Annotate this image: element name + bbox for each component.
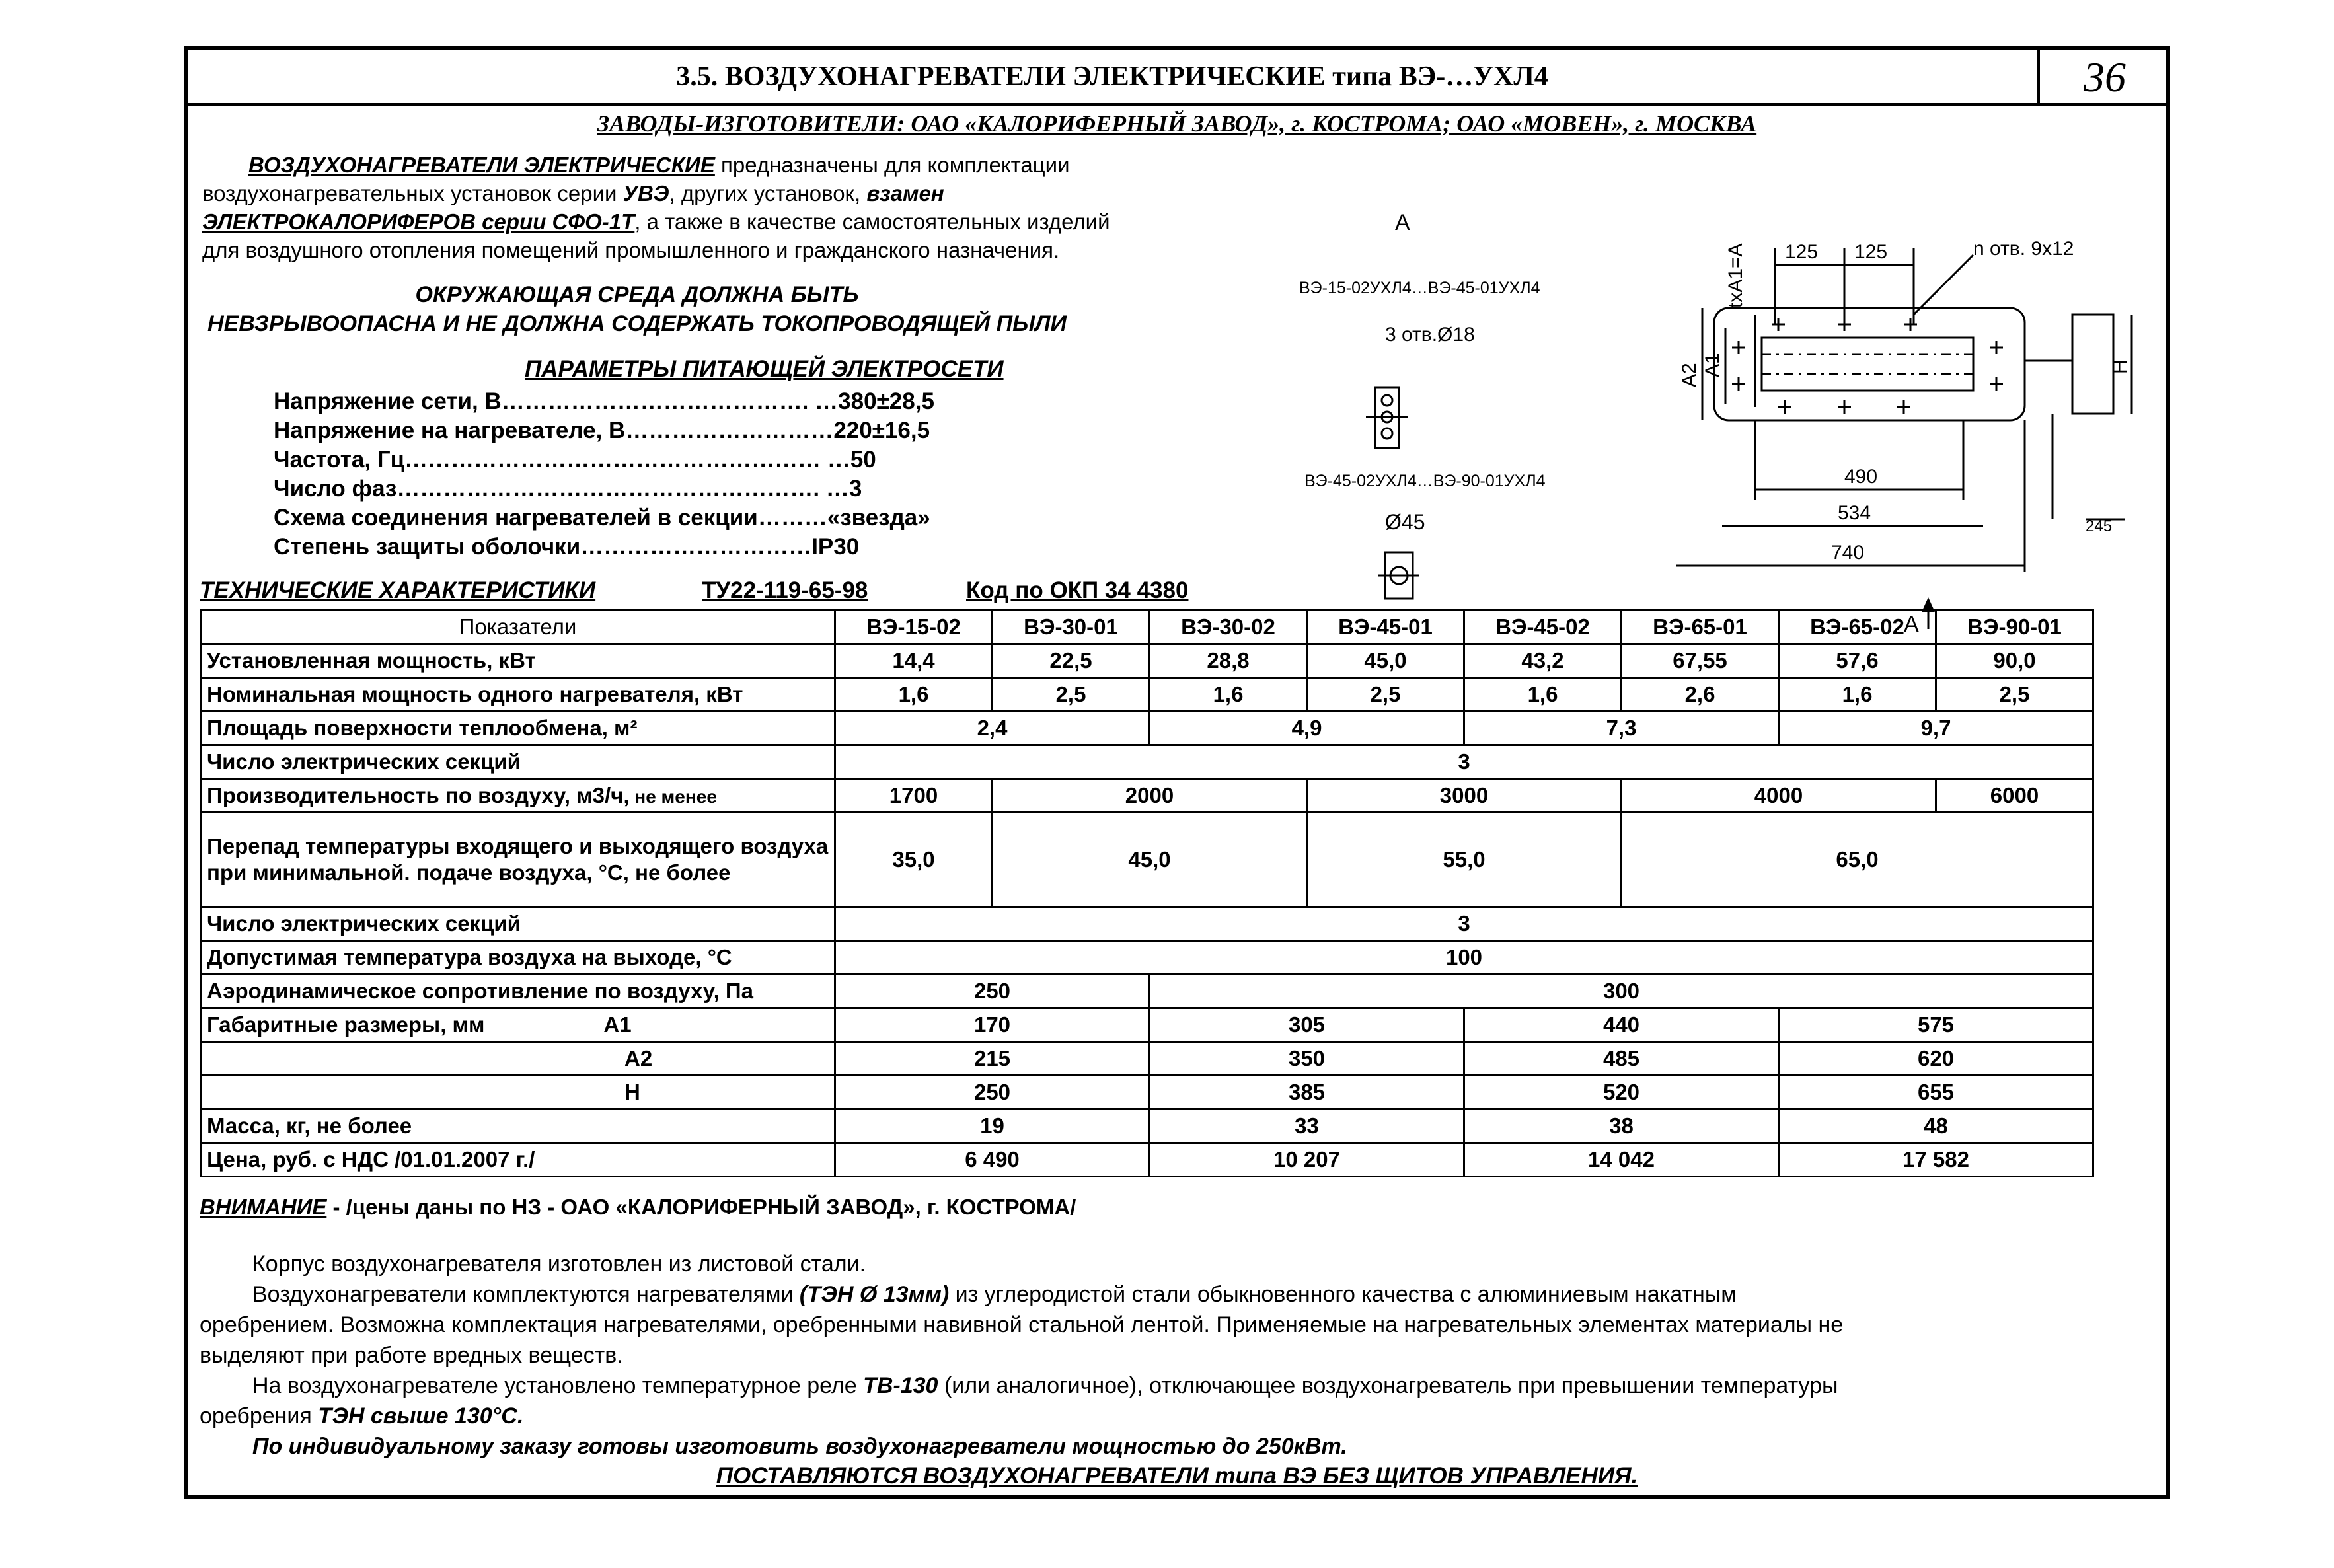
table-cell: 14,4 xyxy=(835,644,993,678)
table-cell: 440 xyxy=(1464,1008,1779,1042)
h-label: H xyxy=(201,1076,835,1109)
table-cell: 55,0 xyxy=(1307,813,1622,907)
power-params-list xyxy=(274,387,934,562)
drawing-d490: 490 xyxy=(1844,466,1878,488)
table-cell: 48 xyxy=(1779,1109,2093,1143)
body-p5a: На воздухонагревателе установлено температурное реле xyxy=(252,1373,864,1398)
table-cell: 28,8 xyxy=(1150,644,1307,678)
row-label: Площадь поверхности теплообмена, м² xyxy=(201,712,835,745)
tech-tu: ТУ22-119-65-98 xyxy=(702,578,868,603)
drawing-d534: 534 xyxy=(1838,502,1871,524)
terminal-hole-1 xyxy=(1382,395,1392,406)
holes-leader xyxy=(1914,255,1973,315)
body-p6a: оребрения xyxy=(200,1403,319,1429)
table-cell: 1,6 xyxy=(1464,678,1622,712)
table-cell: 100 xyxy=(835,941,2093,975)
table-cell: 22,5 xyxy=(993,644,1150,678)
terminal-hole-3 xyxy=(1382,428,1392,439)
row-label: Масса, кг, не более xyxy=(201,1109,835,1143)
table-cell: 14 042 xyxy=(1464,1143,1779,1177)
table-cell: 65,0 xyxy=(1622,813,2093,907)
a2-label: A2 xyxy=(201,1042,835,1076)
row-label: Допустимая температура воздуха на выходе, °С xyxy=(201,941,835,975)
technical-drawing xyxy=(1253,149,2165,652)
table-cell: 90,0 xyxy=(1936,644,2093,678)
table-cell: 2,4 xyxy=(835,712,1150,745)
intro-vzamen: взамен xyxy=(866,181,944,205)
table-cell: 35,0 xyxy=(835,813,993,907)
table-cell: 19 xyxy=(835,1109,1150,1143)
table-cell: 4,9 xyxy=(1150,712,1464,745)
spec-table xyxy=(200,609,2094,1177)
intro-lead: ВОЗДУХОНАГРЕВАТЕЛИ ЭЛЕКТРИЧЕСКИЕ xyxy=(248,153,715,177)
body-p2c: из углеродистой стали обыкновенного качества с алюминиевым накатным xyxy=(949,1282,1737,1307)
table-cell: 17 582 xyxy=(1779,1143,2093,1177)
table-cell: 620 xyxy=(1779,1042,2093,1076)
environment-note xyxy=(188,280,1086,338)
row-label xyxy=(201,1008,835,1042)
row-label: Цена, руб. с НДС /01.01.2007 г./ xyxy=(201,1143,835,1177)
row-label: Число электрических секций xyxy=(201,745,835,779)
table-row-sections-2 xyxy=(201,907,2093,941)
body-p6b: ТЭН свыше 130°С. xyxy=(318,1403,524,1429)
table-cell: 33 xyxy=(1150,1109,1464,1143)
drawing-d245: 245 xyxy=(2086,517,2113,535)
table-header-cell: Показатели xyxy=(201,611,835,644)
drawing-holes3: 3 отв.Ø18 xyxy=(1385,324,1475,346)
row-label: Номинальная мощность одного нагревателя, кВт xyxy=(201,678,835,712)
drawing-dim-125b: 125 xyxy=(1854,241,1888,263)
table-header-cell: ВЭ-90-01 xyxy=(1936,611,2093,644)
body-p2a: Воздухонагреватели комплектуются нагревателями xyxy=(252,1282,800,1307)
power-param-scheme: Схема соединения нагревателей в секции………«звезда» xyxy=(274,505,930,531)
table-cell: 485 xyxy=(1464,1042,1779,1076)
page-frame xyxy=(184,46,2170,1499)
table-cell: 2,5 xyxy=(1936,678,2093,712)
table-cell: 43,2 xyxy=(1464,644,1622,678)
intro-text-1: предназначены для комплектации xyxy=(714,153,1070,177)
drawing-txa: txA1=A xyxy=(1725,243,1747,308)
attention-note xyxy=(200,1195,1076,1220)
table-cell: 4000 xyxy=(1622,779,1936,813)
drawing-d45: Ø45 xyxy=(1385,510,1425,534)
body-p1: Корпус воздухонагревателя изготовлен из листовой стали. xyxy=(252,1251,866,1277)
attention-label: ВНИМАНИЕ xyxy=(200,1195,327,1219)
intro-text-5: для воздушного отопления помещений промышленного и гражданского назначения. xyxy=(202,238,1060,262)
table-header-cell: ВЭ-65-02 xyxy=(1779,611,1936,644)
table-header-cell: ВЭ-30-02 xyxy=(1150,611,1307,644)
table-cell: 45,0 xyxy=(993,813,1307,907)
environment-line-1: ОКРУЖАЮЩАЯ СРЕДА ДОЛЖНА БЫТЬ xyxy=(415,282,859,307)
drawing-a1: A1 xyxy=(1702,353,1723,377)
table-row-flow xyxy=(201,779,2093,813)
table-cell: 520 xyxy=(1464,1076,1779,1109)
table-cell: 2,6 xyxy=(1622,678,1779,712)
row-label: Число электрических секций xyxy=(201,907,835,941)
flow-label-suffix: не менее xyxy=(629,786,717,807)
table-row-dt xyxy=(201,813,2093,907)
power-param-voltage: Напряжение сети, В…………………………………. …380±28,5 xyxy=(274,389,934,414)
table-header-cell: ВЭ-65-01 xyxy=(1622,611,1779,644)
table-row-aero xyxy=(201,975,2093,1008)
drawing-arrow-a: А xyxy=(1904,612,1919,637)
body-p2 xyxy=(188,1279,2166,1310)
body-p7: По индивидуальному заказу готовы изготовить воздухонагреватели мощностью до 250кВт. xyxy=(252,1434,1347,1459)
table-cell: 1700 xyxy=(835,779,993,813)
body-p8: ПОСТАВЛЯЮТСЯ ВОЗДУХОНАГРЕВАТЕЛИ типа ВЭ БЕЗ ЩИТОВ УПРАВЛЕНИЯ. xyxy=(716,1463,1638,1489)
table-header-cell: ВЭ-30-01 xyxy=(993,611,1150,644)
intro-text-2: воздухонагревательных установок серии xyxy=(202,181,623,205)
heater-core xyxy=(1762,338,1973,391)
table-row-tout xyxy=(201,941,2093,975)
table-cell: 3 xyxy=(835,907,2093,941)
table-cell: 2000 xyxy=(993,779,1307,813)
drawing-h: H xyxy=(2109,359,2131,374)
body-p5 xyxy=(188,1370,2166,1401)
drawing-holes-n: n отв. 9х12 xyxy=(1973,238,2074,260)
table-header-cell: ВЭ-45-02 xyxy=(1464,611,1622,644)
power-param-phases: Число фаз………………………………………………. …3 xyxy=(274,476,862,502)
table-header-row xyxy=(201,611,2093,644)
table-row-a2 xyxy=(201,1042,2093,1076)
table-row-area xyxy=(201,712,2093,745)
table-cell: 300 xyxy=(1150,975,2093,1008)
drawing-view-a: А xyxy=(1395,210,1410,235)
environment-line-2: НЕВЗРЫВООПАСНА И НЕ ДОЛЖНА СОДЕРЖАТЬ ТОКОПРОВОДЯЩЕЙ ПЫЛИ xyxy=(207,311,1067,336)
intro-sfo: ЭЛЕКТРОКАЛОРИФЕРОВ серии СФО-1Т xyxy=(202,209,635,234)
table-row-mass xyxy=(201,1109,2093,1143)
table-cell: 350 xyxy=(1150,1042,1464,1076)
table-row-heater xyxy=(201,678,2093,712)
table-row-sections xyxy=(201,745,2093,779)
table-cell: 7,3 xyxy=(1464,712,1779,745)
drawing-dim-125a: 125 xyxy=(1785,241,1819,263)
row-label: Аэродинамическое сопротивление по воздуху, Па xyxy=(201,975,835,1008)
body-text xyxy=(188,1249,2166,1462)
table-cell: 575 xyxy=(1779,1008,2093,1042)
table-cell: 305 xyxy=(1150,1008,1464,1042)
table-cell: 6000 xyxy=(1936,779,2093,813)
table-cell: 57,6 xyxy=(1779,644,1936,678)
table-cell: 2,5 xyxy=(993,678,1150,712)
row-label: Перепад температуры входящего и выходящего воздуха при минимальной. подаче воздуха, °С, не более xyxy=(201,813,835,907)
tech-okp: Код по ОКП 34 4380 xyxy=(966,578,1189,603)
intro-uve: УВЭ xyxy=(622,181,669,205)
table-cell: 1,6 xyxy=(1150,678,1307,712)
drawing-model-small: ВЭ-15-02УХЛ4…ВЭ-45-01УХЛ4 xyxy=(1299,279,1540,297)
table-row-price xyxy=(201,1143,2093,1177)
table-cell: 45,0 xyxy=(1307,644,1464,678)
drawing-a2: A2 xyxy=(1678,363,1700,387)
row-label xyxy=(201,779,835,813)
page-number: 36 xyxy=(2037,50,2169,103)
body-p5b: ТВ-130 xyxy=(863,1373,938,1398)
table-cell: 6 490 xyxy=(835,1143,1150,1177)
table-cell: 3 xyxy=(835,745,2093,779)
page-title: 3.5. ВОЗДУХОНАГРЕВАТЕЛИ ЭЛЕКТРИЧЕСКИЕ типа ВЭ-…УХЛ4 xyxy=(676,61,1548,92)
a1-label: A1 xyxy=(603,1012,632,1037)
manufacturers-line: ЗАВОДЫ-ИЗГОТОВИТЕЛИ: ОАО «КАЛОРИФЕРНЫЙ ЗАВОД», г. КОСТРОМА; ОАО «МОВЕН», г. МОСКВА xyxy=(597,110,1757,137)
body-p4: выделяют при работе вредных веществ. xyxy=(200,1343,623,1368)
attention-text: - /цены даны по НЗ - ОАО «КАЛОРИФЕРНЫЙ ЗАВОД», г. КОСТРОМА/ xyxy=(326,1195,1076,1219)
tech-label: ТЕХНИЧЕСКИЕ ХАРАКТЕРИСТИКИ xyxy=(200,578,596,603)
body-p5c: (или аналогичное), отключающее воздухонагреватель при превышении температуры xyxy=(938,1373,1838,1398)
table-cell: 655 xyxy=(1779,1076,2093,1109)
drawing-d740: 740 xyxy=(1831,542,1865,564)
table-cell: 1,6 xyxy=(835,678,993,712)
table-cell: 67,55 xyxy=(1622,644,1779,678)
power-param-protection: Степень защиты оболочки…………………………IP30 xyxy=(274,534,860,560)
table-header-cell: ВЭ-15-02 xyxy=(835,611,993,644)
table-cell: 250 xyxy=(835,975,1150,1008)
drawing-svg xyxy=(1253,149,2165,652)
table-cell: 10 207 xyxy=(1150,1143,1464,1177)
page-header xyxy=(188,50,2166,106)
intro-text-4: , а также в качестве самостоятельных изделий xyxy=(634,209,1110,234)
body-p3: оребрением. Возможна комплектация нагревателями, оребренными навивной стальной лентой. Применяемые на нагревательных элементах материалы не xyxy=(200,1312,1844,1337)
table-header-cell: ВЭ-45-01 xyxy=(1307,611,1464,644)
table-cell: 9,7 xyxy=(1779,712,2093,745)
table-cell: 2,5 xyxy=(1307,678,1464,712)
table-cell: 385 xyxy=(1150,1076,1464,1109)
tech-row xyxy=(200,578,1323,609)
flow-label-main: Производительность по воздуху, м3/ч, xyxy=(207,783,630,807)
power-param-frequency: Частота, Гц……………………………………………… …50 xyxy=(274,447,876,472)
intro-text-3: , других установок, xyxy=(669,181,867,205)
table-row-h xyxy=(201,1076,2093,1109)
drawing-model-large: ВЭ-45-02УХЛ4…ВЭ-90-01УХЛ4 xyxy=(1304,472,1546,490)
table-cell: 3000 xyxy=(1307,779,1622,813)
row-label: Установленная мощность, кВт xyxy=(201,644,835,678)
table-cell: 250 xyxy=(835,1076,1150,1109)
table-row-a1 xyxy=(201,1008,2093,1042)
mounting-holes xyxy=(1732,318,2003,414)
table-cell: 215 xyxy=(835,1042,1150,1076)
table-cell: 38 xyxy=(1464,1109,1779,1143)
side-flange xyxy=(2072,315,2113,414)
body-p6 xyxy=(188,1401,2166,1431)
dims-label: Габаритные размеры, мм xyxy=(207,1012,485,1037)
power-params-title: ПАРАМЕТРЫ ПИТАЮЩЕЙ ЭЛЕКТРОСЕТИ xyxy=(525,356,1004,382)
table-cell: 170 xyxy=(835,1008,1150,1042)
power-param-heater-voltage: Напряжение на нагревателе, В………………………220±16,5 xyxy=(274,418,930,443)
body-p2b: (ТЭН Ø 13мм) xyxy=(799,1282,950,1307)
table-row-power xyxy=(201,644,2093,678)
table-cell: 1,6 xyxy=(1779,678,1936,712)
